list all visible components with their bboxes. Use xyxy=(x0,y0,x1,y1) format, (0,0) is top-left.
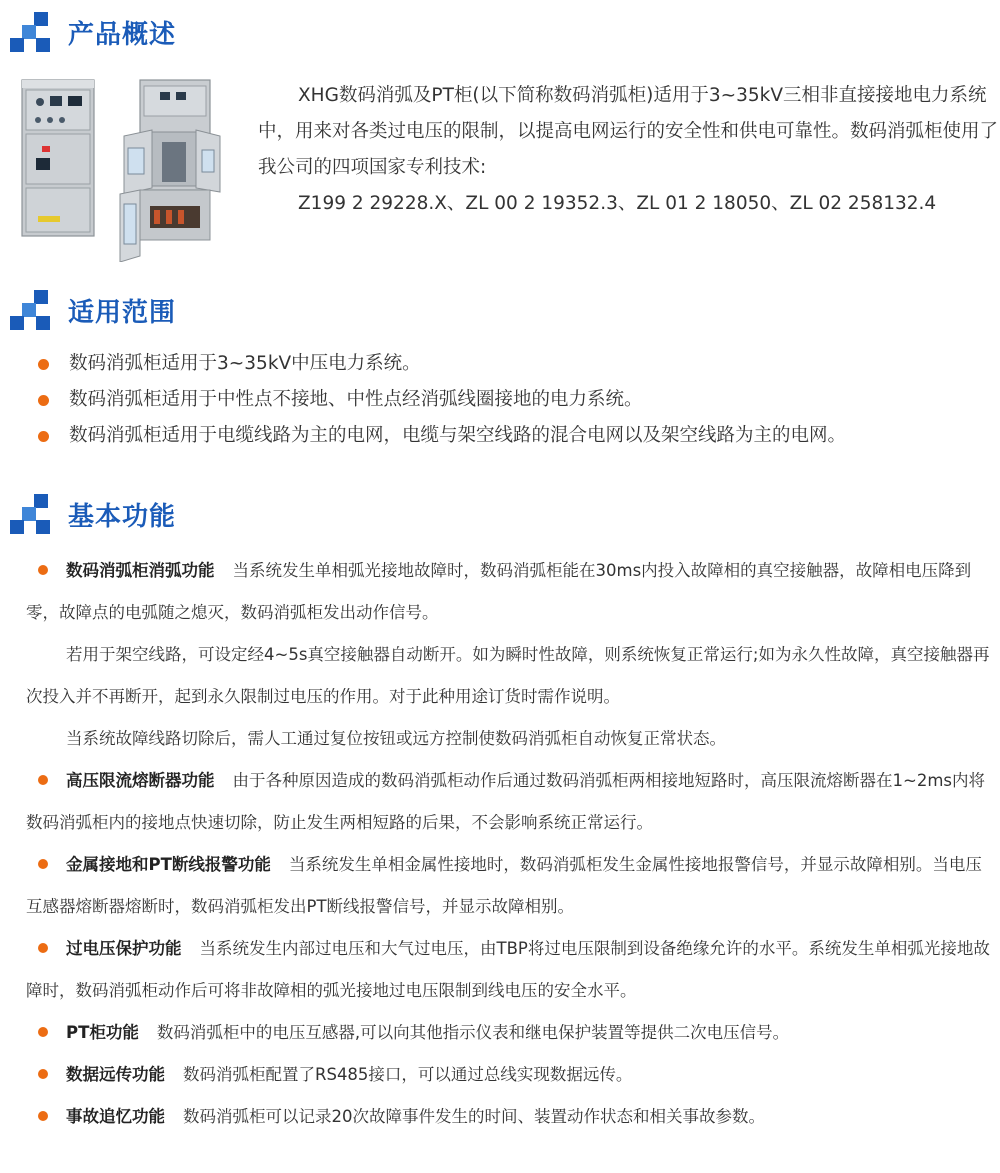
list-item xyxy=(38,382,988,418)
bullet-icon xyxy=(38,775,48,785)
overview-paragraph: XHG数码消弧及PT柜(以下简称数码消弧柜)适用于3~35kV三相非直接接地电力系统中，用来对各类过电压的限制，以提高电网运行的安全性和供电可靠性。数码消弧柜使用了我公司的四项国家专利技术: xyxy=(258,85,999,178)
list-item xyxy=(38,346,988,382)
bullet-icon xyxy=(38,1027,48,1037)
section-title-functions: 基本功能 xyxy=(68,501,177,532)
functions-list xyxy=(26,550,998,1138)
bullet-icon xyxy=(38,565,48,575)
section-title-scope: 适用范围 xyxy=(68,297,177,328)
list-item xyxy=(38,418,988,454)
function-title: 高压限流熔断器功能 xyxy=(66,771,215,790)
section-header-scope xyxy=(10,290,176,330)
function-item xyxy=(26,550,998,634)
function-item xyxy=(26,844,998,928)
function-text: 当系统发生单相弧光接地故障时，数码消弧柜能在30ms内投入故障相的真空接触器，故障相电压降到零，故障点的电弧随之熄灭，数码消弧柜发出动作信号。 xyxy=(26,561,972,622)
section-squares-icon xyxy=(10,494,56,534)
patent-numbers: Z199 2 29228.X、ZL 00 2 19352.3、ZL 01 2 18050、ZL 02 258132.4 xyxy=(298,193,937,214)
function-paragraph: 若用于架空线路，可设定经4~5s真空接触器自动断开。如为瞬时性故障，则系统恢复正常运行;如为永久性故障，真空接触器再次投入并不再断开，起到永久限制过电压的作用。对于此种用途订货时需作说明。 xyxy=(26,645,990,706)
bullet-icon xyxy=(38,943,48,953)
section-title-overview: 产品概述 xyxy=(68,19,177,50)
scope-item-text: 数码消弧柜适用于3~35kV中压电力系统。 xyxy=(69,353,421,374)
function-title: 金属接地和PT断线报警功能 xyxy=(66,855,271,874)
product-cabinet-image xyxy=(20,76,230,262)
bullet-icon xyxy=(38,1069,48,1079)
function-text: 数码消弧柜中的电压互感器,可以向其他指示仪表和继电保护装置等提供二次电压信号。 xyxy=(156,1023,790,1042)
scope-item-text: 数码消弧柜适用于电缆线路为主的电网，电缆与架空线路的混合电网以及架空线路为主的电网。 xyxy=(69,425,847,446)
section-squares-icon xyxy=(10,290,56,330)
section-header-functions xyxy=(10,494,176,534)
scope-item-text: 数码消弧柜适用于中性点不接地、中性点经消弧线圈接地的电力系统。 xyxy=(69,389,643,410)
function-text: 当系统发生内部过电压和大气过电压，由TBP将过电压限制到设备绝缘允许的水平。系统发生单相弧光接地故障时，数码消弧柜动作后可将非故障相的弧光接地过电压限制到线电压的安全水平。 xyxy=(26,939,990,1000)
function-title: 事故追忆功能 xyxy=(66,1107,165,1126)
bullet-icon xyxy=(38,395,49,406)
function-title: 数码消弧柜消弧功能 xyxy=(66,561,215,580)
function-title: 数据远传功能 xyxy=(66,1065,165,1084)
bullet-icon xyxy=(38,859,48,869)
function-text: 数码消弧柜配置了RS485接口，可以通过总线实现数据远传。 xyxy=(183,1065,633,1084)
function-item xyxy=(26,1012,998,1054)
function-paragraph: 当系统故障线路切除后，需人工通过复位按钮或远方控制使数码消弧柜自动恢复正常状态。 xyxy=(66,729,726,748)
function-title: 过电压保护功能 xyxy=(66,939,182,958)
function-title: PT柜功能 xyxy=(66,1023,139,1042)
function-item xyxy=(26,1096,998,1138)
bullet-icon xyxy=(38,431,49,442)
bullet-icon xyxy=(38,1111,48,1121)
overview-text xyxy=(258,78,998,222)
section-squares-icon xyxy=(10,12,56,52)
function-text: 当系统发生单相金属性接地时，数码消弧柜发生金属性接地报警信号，并显示故障相别。当电压互感器熔断器熔断时，数码消弧柜发出PT断线报警信号，并显示故障相别。 xyxy=(26,855,982,916)
bullet-icon xyxy=(38,359,49,370)
function-item xyxy=(26,928,998,1012)
function-text: 数码消弧柜可以记录20次故障事件发生的时间、装置动作状态和相关事故参数。 xyxy=(183,1107,765,1126)
section-header-overview xyxy=(10,12,176,52)
function-item xyxy=(26,760,998,844)
scope-list xyxy=(38,346,988,454)
function-item xyxy=(26,1054,998,1096)
function-text: 由于各种原因造成的数码消弧柜动作后通过数码消弧柜两相接地短路时，高压限流熔断器在1~2ms内将数码消弧柜内的接地点快速切除，防止发生两相短路的后果，不会影响系统正常运行。 xyxy=(26,771,985,832)
